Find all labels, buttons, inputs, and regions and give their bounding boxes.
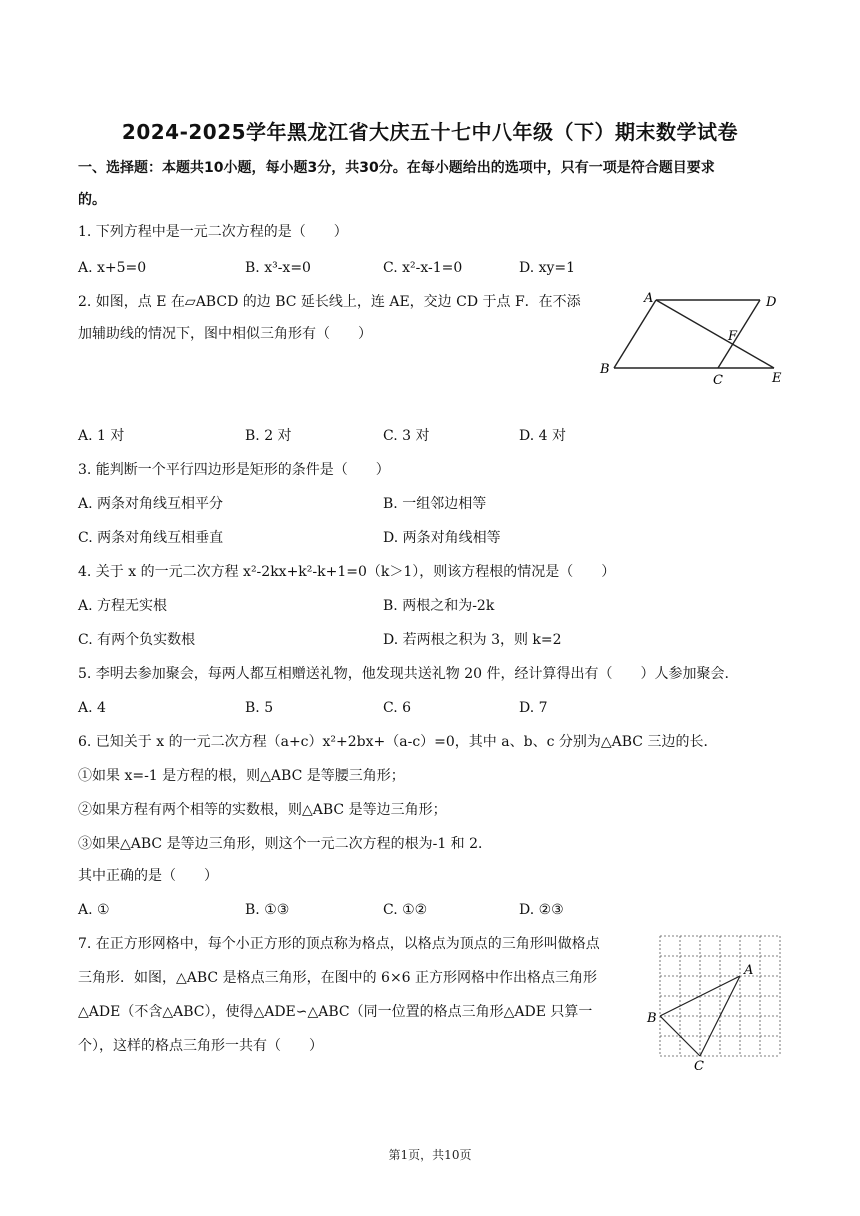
page-title: 2024-2025学年黑龙江省大庆五十七中八年级（下）期末数学试卷 [121,120,739,144]
q4-option-d: D. 若两根之积为 3，则 k=2 [383,632,562,648]
q6-option-d: D. ②③ [519,902,564,918]
label-c: C [713,373,723,388]
question-3-stem: 3. 能判断一个平行四边形是矩形的条件是（ ） [78,462,390,478]
q3-option-a: A. 两条对角线互相平分 [78,496,224,512]
q1-option-b: B. x³-x=0 [245,260,311,276]
q6-prompt: 其中正确的是（ ） [78,868,218,884]
grid-label-a: A [744,963,754,978]
question-5-stem: 5. 李明去参加聚会，每两人都互相赠送礼物，他发现共送礼物 20 件，经计算得出有（ ）人参加聚会. [78,666,729,682]
q2-option-b: B. 2 对 [245,428,292,444]
q2-option-c: C. 3 对 [383,428,430,444]
question-2-stem: 2. 如图，点 E 在▱ABCD 的边 BC 延长线上，连 AE，交边 CD 于点 F．在不添 [78,294,581,310]
q6-statement-3: ③如果△ABC 是等边三角形，则这个一元二次方程的根为-1 和 2． [78,836,493,852]
q6-statement-1: ①如果 x=-1 是方程的根，则△ABC 是等腰三角形； [78,768,405,784]
q5-option-d: D. 7 [519,700,548,716]
q1-option-d: D. xy=1 [519,260,576,276]
question-1-stem: 1. 下列方程中是一元二次方程的是（ ） [78,224,348,240]
question-7-stem: 7. 在正方形网格中，每个小正方形的顶点称为格点，以格点为顶点的三角形叫做格点 [78,936,600,952]
label-e: E [772,371,782,386]
q4-option-a: A. 方程无实根 [78,598,168,614]
section-heading: 一、选择题：本题共10小题，每小题3分，共30分。在每小题给出的选项中，只有一项是符合题目要求 [78,160,715,176]
q1-option-c: C. x²-x-1=0 [383,260,463,276]
question-6-stem: 6. 已知关于 x 的一元二次方程（a+c）x²+2bx+（a-c）=0，其中 a、b、c 分别为△ABC 三边的长． [78,734,718,750]
q6-option-c: C. ①② [383,902,428,918]
q6-option-b: B. ①③ [245,902,290,918]
q3-option-d: D. 两条对角线相等 [383,530,501,546]
label-d: D [766,295,777,310]
q5-option-b: B. 5 [245,700,274,716]
q2-option-d: D. 4 对 [519,428,566,444]
q4-option-b: B. 两根之和为-2k [383,598,495,614]
q3-option-c: C. 两条对角线互相垂直 [78,530,224,546]
grid-label-c: C [694,1059,704,1074]
section-heading-cont: 的。 [78,192,106,208]
q2-option-a: A. 1 对 [78,428,125,444]
parallelogram-figure [596,288,792,388]
label-a: A [644,291,654,306]
grid-figure [646,930,786,1074]
page-footer: 第1页，共10页 [388,1148,472,1162]
label-b: B [600,362,610,377]
q3-option-b: B. 一组邻边相等 [383,496,487,512]
q1-option-a: A. x+5=0 [78,260,147,276]
question-7-stem-cont-2: △ADE（不含△ABC），使得△ADE∽△ABC（同一位置的格点三角形△ADE 只算一 [78,1004,593,1020]
q5-option-a: A. 4 [78,700,106,716]
q4-option-c: C. 有两个负实数根 [78,632,196,648]
grid-label-b: B [647,1011,657,1026]
label-f: F [728,329,738,344]
question-7-stem-cont-3: 个），这样的格点三角形一共有（ ） [78,1038,323,1054]
question-7-stem-cont-1: 三角形．如图，△ABC 是格点三角形，在图中的 6×6 正方形网格中作出格点三角形 [78,970,598,986]
question-4-stem: 4. 关于 x 的一元二次方程 x²-2kx+k²-k+1=0（k＞1），则该方程根的情况是（ ） [78,564,616,580]
q6-statement-2: ②如果方程有两个相等的实数根，则△ABC 是等边三角形； [78,802,447,818]
q5-option-c: C. 6 [383,700,412,716]
question-2-stem-cont: 加辅助线的情况下，图中相似三角形有（ ） [78,326,372,342]
q6-option-a: A. ① [78,902,110,918]
